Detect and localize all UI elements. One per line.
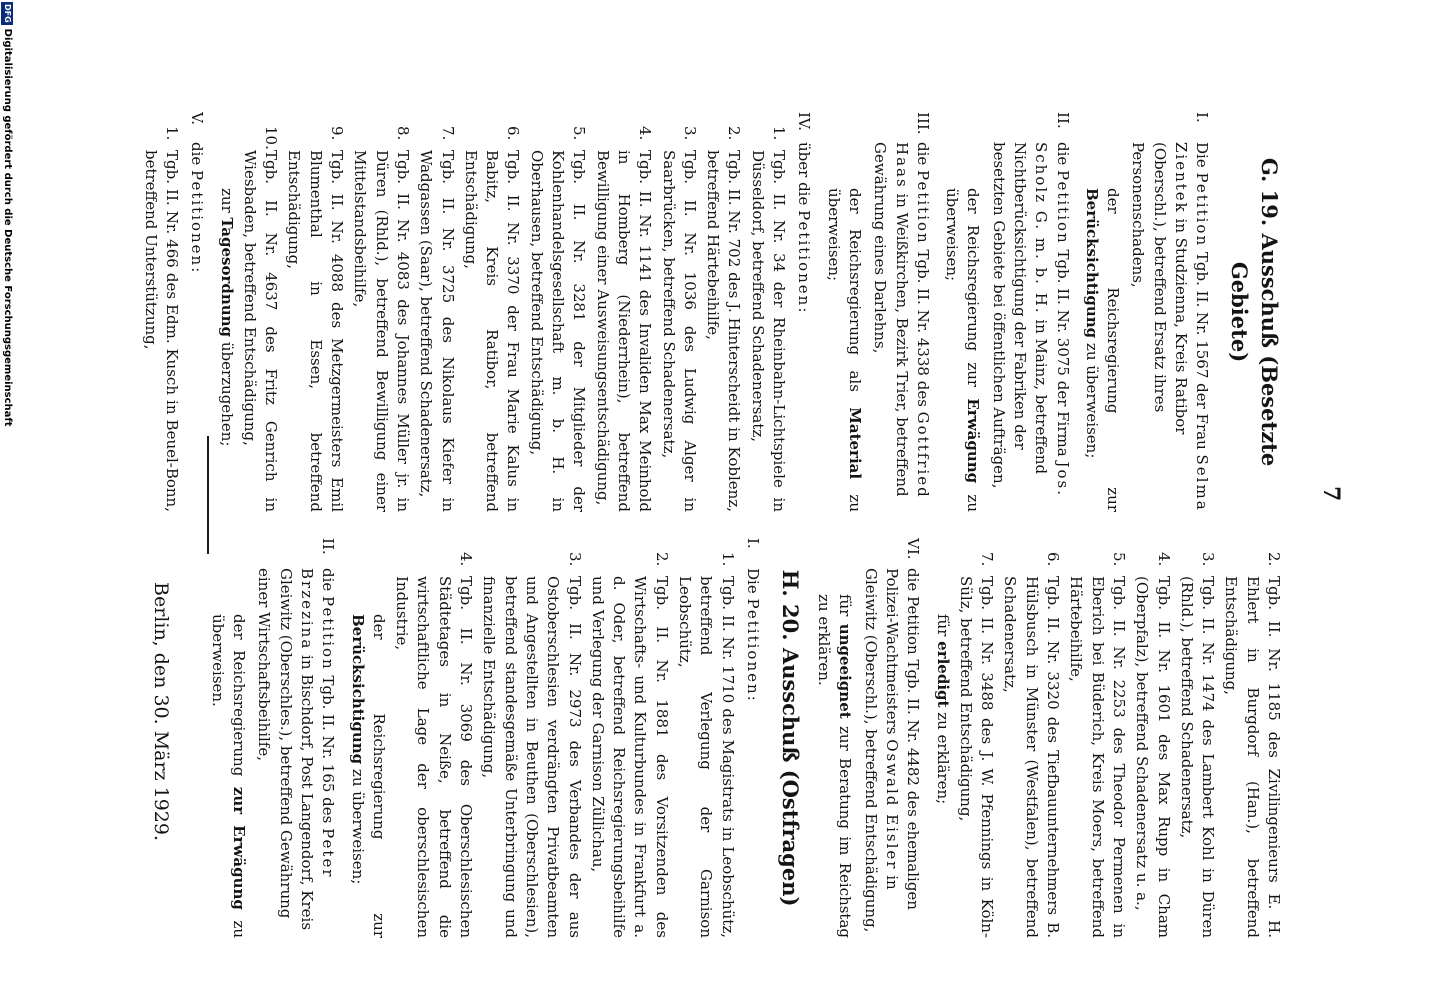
item-text: Tgb. II. Nr. 3320 des Tiefbauunternehmers B. Hülsbusch in Münster (Westfalen), betreffend Schadenersatz, — [1001, 576, 1063, 938]
item-text: Tgb. II. Nr. 3069 des Oberschlesischen Städtetages in Neiße, betreffend die wirtschaftliche Lage der oberschlesischen Industrie, — [393, 576, 476, 938]
list-item — [955, 538, 998, 938]
petition-intro: über die Petitionen: — [795, 142, 814, 313]
column-right — [199, 538, 1284, 938]
h-roman-i — [742, 538, 763, 938]
item-text: Tgb. II. Nr. 1141 des Invaliden Max Meinhold in Homberg (Niederrhein), betreffend Bewilligung einer Ausweisungsentschädigung, — [593, 150, 655, 512]
list-item — [415, 112, 458, 512]
list-item — [391, 538, 476, 938]
list-item — [657, 112, 700, 512]
list-item — [746, 112, 789, 512]
petition-list — [955, 538, 1284, 938]
petition-text: die Petition Tgb. II. Nr. 165 des Peter Brzezina in Bischdorf, Post Langendorf, Kreis Gleiwitz (Oberschles.), betreffend Gewährung einer Wirtschaftsbeihilfe, — [255, 568, 338, 931]
resolution: der Reichsregierung zur Berücksichtigung zu überweisen; — [348, 614, 388, 938]
item-number: 6. — [1044, 552, 1063, 567]
list-item — [1220, 538, 1284, 938]
petition-list — [139, 112, 182, 512]
item-text: Tgb. II. Nr. 1881 des Vorsitzenden des Wirtschafts- und Kulturbundes in Frankfurt a. d. Oder, betreffend Reichsregierungsbeihilfe und Verlegung der Garnison Züllichau, — [588, 576, 671, 938]
item-text: Tgb. II. Nr. 3488 des J. W. Pfennings in Köln-Sülz, betreffend Entschädigung, — [956, 576, 997, 938]
item-text: Tgb. II. Nr. 702 des J. Hinterscheidt in Koblenz, betreffend Härtebeihilfe, — [704, 150, 744, 512]
item-number: 4. — [636, 126, 655, 141]
item-number: 1. — [770, 126, 789, 141]
petition-text: die Petition Tgb. II. Nr. 4338 des Gottfried Haas in Weißkirchen, Bezirk Trier, betreffend Gewährung eines Darlehns, — [871, 142, 932, 499]
item-number: 2. — [725, 126, 744, 141]
roman-numeral: IV. — [795, 112, 814, 131]
item-number: 1. — [718, 552, 737, 567]
item-number: 4. — [1154, 552, 1173, 567]
petition-text: die Petition Tgb. II. Nr. 3075 der Firma Jos. Scholz G. m. b. H. in Mainz, betreffend Nichtberücksichtigung der Fabriken der besetzten Gebiete bei öffentlichen Aufträgen, — [989, 142, 1072, 497]
petition-text: die Petition Tgb. II. Nr. 4482 des ehemaligen Polizei-Wachtmeisters Oswald Eisler in Gleiwitz (Oberschl.), betreffend Entschädigung, — [861, 568, 923, 933]
item-number: 6. — [504, 126, 523, 141]
item-text: Tgb. II. Nr. 1474 des Lambert Kohl in Düren (Rhld.), betreffend Schadenersatz, — [1177, 576, 1218, 938]
list-item — [1176, 538, 1219, 938]
item-number: 9. — [328, 126, 347, 141]
list-item — [283, 112, 347, 512]
item-number: 3. — [680, 126, 699, 141]
resolution: der Reichsregierung zur Erwägung zu überweisen; — [943, 188, 983, 512]
list-item — [1131, 538, 1174, 938]
g-roman-v — [186, 112, 207, 512]
item-text: Tgb. II. Nr. 2973 des Verbandes der aus Ostoberschlesien verdrängten Privatbeamten und Angestellten in Beuthen (Oberschlesien), betreffend standesgemäße Unterbringung und finanzielle Entschädigung, — [480, 576, 584, 938]
g-roman-ii — [987, 112, 1072, 512]
digitization-note — [0, 0, 14, 1002]
dfg-logo-icon: DFG — [3, 4, 12, 23]
item-number: 2. — [652, 552, 671, 567]
separator-rule — [207, 436, 209, 554]
item-text: Tgb. II. Nr. 34 der Rheinbahn-Lichtspiele in Düsseldorf, betreffend Schadenersatz, — [748, 150, 789, 512]
resolution: der Reichsregierung zur Erwägung zu überweisen. — [208, 614, 249, 938]
petition-intro: Die Petitionen: — [743, 568, 762, 701]
item-text: Tgb. II. Nr. 3370 der Frau Marie Kalus in Babitz, Kreis Ratibor, betreffend Entschädigung, — [461, 150, 523, 512]
list-item — [591, 112, 655, 512]
page-number: 7 — [1318, 486, 1344, 502]
item-text: Tgb. II. Nr. 3725 des Nikolaus Kiefer in Wadgassen (Saar), betreffend Schadenersatz, — [417, 150, 457, 512]
roman-numeral: II. — [1053, 112, 1072, 129]
digitization-note-text: Digitalisierung gefördert durch die Deutsche Forschungsgemeinschaft — [2, 28, 13, 427]
item-number: 7. — [438, 126, 457, 141]
resolution: der Reichsregierung als Material zu überweisen; — [824, 188, 864, 512]
column-left — [137, 112, 1284, 512]
roman-numeral: I. — [1193, 112, 1212, 123]
item-number: 3. — [565, 552, 584, 567]
roman-numeral: II. — [319, 538, 338, 555]
list-item — [525, 112, 589, 512]
section-h-heading: H. 20. Ausschuß (Ostfragen) — [777, 569, 803, 907]
petition-intro: die Petitionen: — [188, 142, 207, 273]
resolution: für erledigt zu erklären; — [933, 614, 952, 805]
item-number: 1. — [163, 126, 182, 141]
item-text: Tgb. II. Nr. 1185 des Zivilingenieurs E. H. Ehlert in Burgdorf (Han.), betreffend Entschädigung, — [1222, 576, 1283, 938]
roman-numeral: I. — [743, 538, 762, 549]
item-text: Tgb. II. Nr. 1601 des Max Rupp in Cham (Oberpfalz), betreffend Schadenersatz u. a., — [1133, 576, 1173, 938]
section-g-heading: G. 19. Ausschuß (Besetzte Gebiete) — [1227, 157, 1282, 467]
resolution: zur Tagesordnung überzugehen; — [217, 188, 236, 447]
item-number: 5. — [570, 126, 589, 141]
item-text: Tgb. II. Nr. 4083 des Johannes Müller jr. in Düren (Rhld.), betreffend Bewilligung einer Mittelstandsbeihilfe, — [351, 150, 412, 512]
item-text: Tgb. II. Nr. 2253 des Theodor Permenen in Eberich bei Büderich, Kreis Moers, betreffend Härtebeihilfe, — [1067, 576, 1128, 938]
item-text: Tgb. II. Nr. 1710 des Magistrats in Leobschütz, betreffend Verlegung der Garnison Leobschütz, — [676, 576, 737, 938]
roman-numeral: V. — [188, 112, 207, 125]
roman-numeral: VI. — [904, 538, 923, 560]
item-number: 8. — [393, 126, 412, 141]
petition-list — [391, 538, 738, 938]
list-item — [702, 112, 745, 512]
petition-list — [239, 112, 789, 512]
item-text: Tgb. II. Nr. 466 des Edm. Kusch in Beuel-Bonn, betreffend Unterstützung, — [141, 150, 182, 512]
g-roman-iv — [793, 112, 814, 512]
list-item — [999, 538, 1063, 938]
footer-date: Berlin, den 30. März 1929. — [150, 582, 172, 842]
item-number: 2. — [1265, 552, 1283, 567]
g-roman-iii — [869, 112, 933, 512]
item-text: Tgb. II. Nr. 1036 des Ludwig Alger in Saarbrücken, betreffend Schadenersatz, — [659, 150, 699, 512]
list-item — [674, 538, 738, 938]
list-item — [349, 112, 413, 512]
h-roman-ii — [253, 538, 338, 938]
list-item — [478, 538, 584, 938]
petition-text: Die Petition Tgb. II. Nr. 1567 der Frau Selma Zientek in Studzienna, Kreis Ratibor (Oberschl.), betreffend Ersatz ihres Personenschadens, — [1129, 142, 1212, 512]
roman-numeral: III. — [913, 112, 932, 135]
list-item — [239, 112, 282, 512]
item-text: Tgb. II. Nr. 4088 des Metzgermeisters Emil Blumenthal in Essen, betreffend Entschädigung, — [285, 150, 347, 512]
list-item — [1065, 538, 1129, 938]
g-roman-i — [1127, 112, 1212, 512]
item-number: 4. — [457, 552, 476, 567]
list-item — [139, 112, 182, 512]
item-text: Tgb. II. Nr. 3281 der Mitglieder der Kohlenhandelsgesellschaft m. b. H. in Oberhausen, betreffend Entschädigung, — [527, 150, 589, 512]
list-item — [587, 538, 672, 938]
item-number: 5. — [1109, 552, 1128, 567]
list-item — [460, 112, 524, 512]
item-number: 7. — [978, 552, 997, 567]
item-text: Tgb. II. Nr. 4637 des Fritz Genrich in Wiesbaden, betreffend Entschädigung, — [240, 150, 281, 512]
g-roman-vi — [859, 538, 923, 938]
item-number: 10. — [262, 126, 281, 150]
resolution: der Reichsregierung zur Berücksichtigung zu überweisen; — [1082, 188, 1123, 512]
resolution: für ungeeignet zur Beratung im Reichstag zu erklären. — [815, 594, 855, 939]
item-number: 3. — [1199, 552, 1218, 567]
